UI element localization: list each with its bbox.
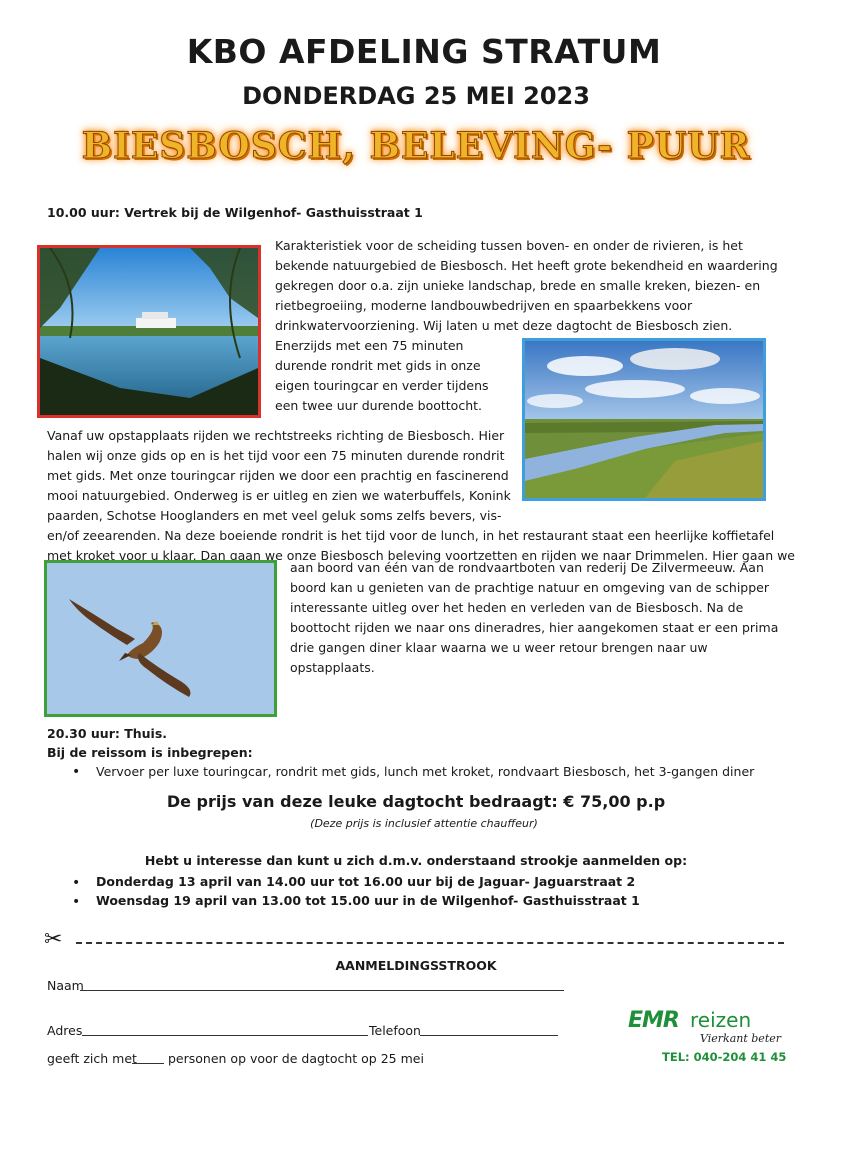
return-time: 20.30 uur: Thuis. — [47, 726, 168, 741]
boat-line: drie gangen diner klaar waarna we u weer retour brengen naar uw — [290, 640, 708, 655]
scissors-icon: ✂ — [44, 927, 63, 952]
bullet-icon: • — [72, 875, 81, 891]
route-line: halen wij onze gids op en is het tijd voor een 75 minuten durende rondrit — [47, 448, 505, 463]
persons-field[interactable] — [132, 1063, 164, 1064]
route-line: mooi natuurgebied. Onderweg is er uitleg en zien we waterbuffels, Konink — [47, 488, 511, 503]
intro-line: eigen touringcar en verder tijdens — [275, 378, 489, 393]
bullet-icon: • — [72, 894, 81, 910]
intro-line: durende rondrit met gids in onze — [275, 358, 481, 373]
bullet-icon: • — [72, 764, 81, 780]
boat-line: interessante uitleg over het heden en verleden van de Biesbosch. Na de — [290, 600, 744, 615]
logo-brand: EMR — [628, 1008, 679, 1033]
event-subtitle: BIESBOSCH, BELEVING- PUUR — [81, 125, 751, 167]
signup-item: Donderdag 13 april van 14.00 uur tot 16.00 uur bij de Jaguar- Jaguarstraat 2 — [96, 874, 636, 889]
departure-time: 10.00 uur: Vertrek bij de Wilgenhof- Gasthuisstraat 1 — [47, 205, 423, 220]
creek-photo — [522, 338, 766, 501]
phone-field[interactable] — [420, 1035, 558, 1036]
name-label: Naam — [47, 978, 84, 993]
bird-photo-image — [47, 563, 274, 714]
name-field[interactable] — [80, 990, 564, 991]
cut-line — [76, 942, 784, 944]
included-heading: Bij de reissom is inbegrepen: — [47, 745, 253, 760]
included-item: Vervoer per luxe touringcar, rondrit met gids, lunch met kroket, rondvaart Biesbosch, het 3-gangen diner — [96, 764, 755, 779]
lake-photo-image — [40, 248, 258, 415]
logo-slogan: Vierkant beter — [700, 1032, 782, 1045]
intro-line: rietbegroeiing, moderne landbouwbedrijven en spaarbekkens voor — [275, 298, 693, 313]
phone-label: Telefoon — [369, 1023, 421, 1038]
lake-photo — [37, 245, 261, 418]
route-line: met gids. Met onze touringcar rijden we door een prachtig en fascinerend — [47, 468, 509, 483]
company-logo — [628, 1008, 788, 1068]
logo-name: reizen — [690, 1008, 752, 1032]
route-line: paarden, Schotse Hooglanders en met veel geluk soms zelfs bevers, vis- — [47, 508, 502, 523]
price: De prijs van deze leuke dagtocht bedraagt: € 75,00 p.p — [166, 792, 666, 811]
intro-line: een twee uur durende boottocht. — [275, 398, 482, 413]
persons-prefix: geeft zich met — [47, 1051, 137, 1066]
event-date: DONDERDAG 25 MEI 2023 — [242, 82, 590, 110]
boat-line: boottocht rijden we naar ons dineradres, hier aangekomen staat er een prima — [290, 620, 779, 635]
signup-heading: Hebt u interesse dan kunt u zich d.m.v. onderstaand strookje aanmelden op: — [144, 853, 688, 868]
intro-line: Enerzijds met een 75 minuten — [275, 338, 464, 353]
intro-line: gekregen door o.a. zijn unieke landschap, brede en smalle kreken, biezen- en — [275, 278, 761, 293]
intro-line: bekende natuurgebied de Biesbosch. Het heeft grote bekendheid en waardering — [275, 258, 778, 273]
route-line: Vanaf uw opstapplaats rijden we rechtstreeks richting de Biesbosch. Hier — [47, 428, 505, 443]
intro-line: Karakteristiek voor de scheiding tussen boven- en onder de rivieren, is het — [275, 238, 743, 253]
address-field[interactable] — [82, 1035, 368, 1036]
logo-phone: TEL: 040-204 41 45 — [662, 1050, 787, 1064]
route-line: met kroket voor u klaar. Dan gaan we onze Biesbosch beleving voortzetten en rijden we naar Drimmelen. Hier gaan we — [47, 548, 795, 563]
page-title: KBO AFDELING STRATUM — [186, 32, 662, 71]
price-note: (Deze prijs is inclusief attentie chauffeur) — [310, 817, 538, 830]
creek-photo-image — [525, 341, 763, 498]
signup-item: Woensdag 19 april van 13.00 tot 15.00 uur in de Wilgenhof- Gasthuisstraat 1 — [96, 893, 640, 908]
route-line: en/of zeearenden. Na deze boeiende rondrit is het tijd voor de lunch, in het restaurant staat een heerlijke koffietafel — [47, 528, 775, 543]
boat-line: opstapplaats. — [290, 660, 375, 675]
persons-suffix: personen op voor de dagtocht op 25 mei — [168, 1051, 424, 1066]
address-label: Adres — [47, 1023, 83, 1038]
intro-line: drinkwatervoorziening. Wij laten u met deze dagtocht de Biesbosch zien. — [275, 318, 733, 333]
boat-line: aan boord van één van de rondvaartboten van rederij De Zilvermeeuw. Aan — [290, 560, 764, 575]
bird-photo — [44, 560, 277, 717]
form-title: AANMELDINGSSTROOK — [335, 958, 497, 973]
boat-line: boord kan u genieten van de prachtige natuur en omgeving van de schipper — [290, 580, 769, 595]
